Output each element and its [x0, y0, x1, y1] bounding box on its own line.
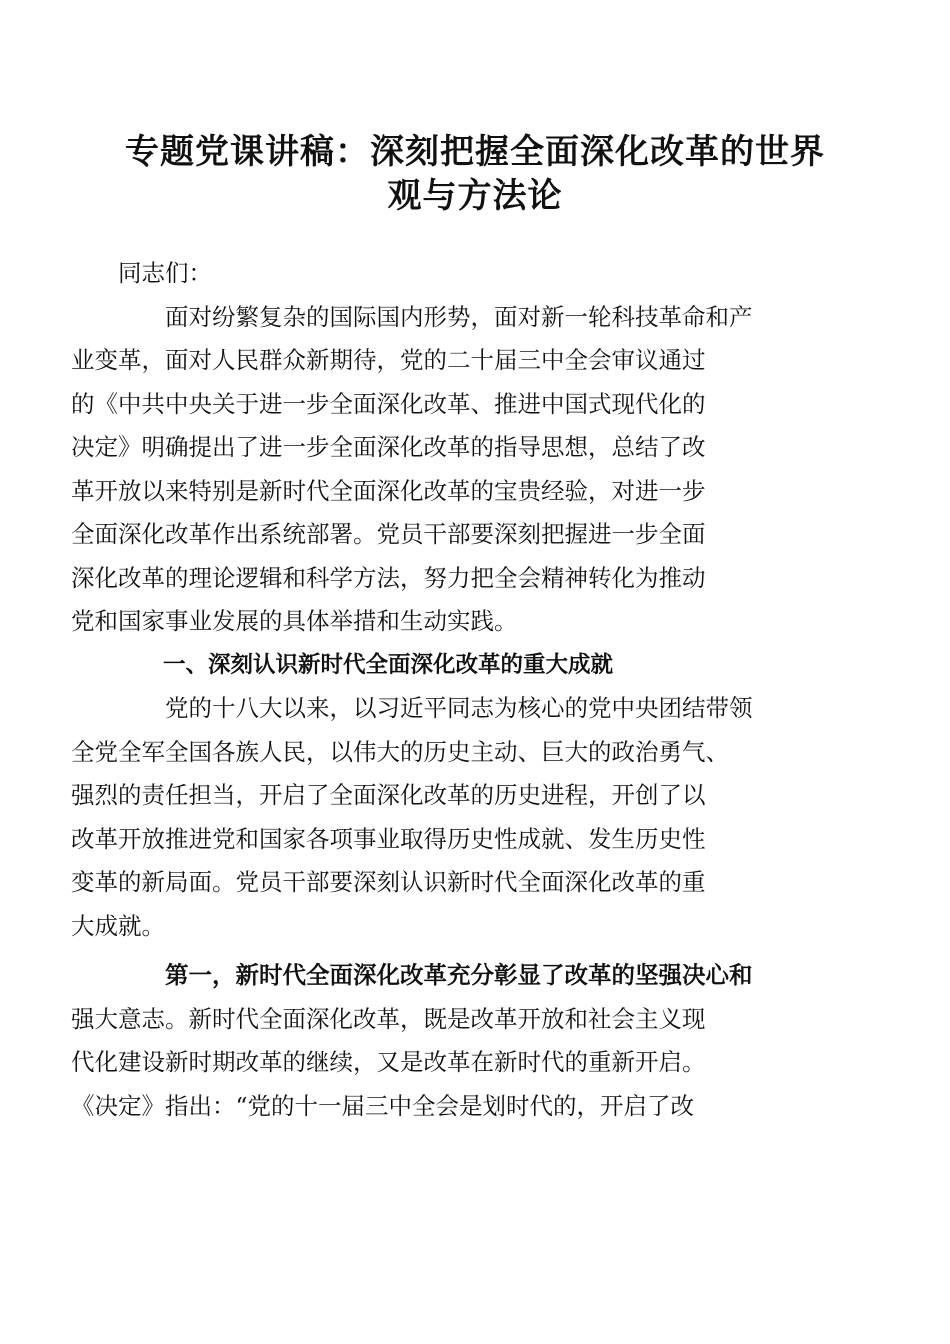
document-body	[71, 252, 838, 1128]
title-line-2: 观与方法论	[387, 176, 563, 216]
paragraph-line: 代化建设新时期改革的继续，又是改革在新时代的重新开启。	[71, 1048, 706, 1076]
paragraph-lead-sentence: 第一，新时代全面深化改革充分彰显了改革的坚强决心和	[165, 961, 753, 989]
document-title	[118, 130, 832, 218]
salutation: 同志们：	[118, 259, 212, 287]
paragraph-line: 变革的新局面。党员干部要深刻认识新时代全面深化改革的重	[71, 868, 706, 896]
paragraph-line: 业变革，面对人民群众新期待，党的二十届三中全会审议通过	[71, 346, 706, 374]
title-line-1: 专题党课讲稿：深刻把握全面深化改革的世界	[125, 132, 825, 172]
paragraph-line: 决定》明确提出了进一步全面深化改革的指导思想，总结了改	[71, 433, 706, 461]
paragraph-line: 《决定》指出：“党的十一届三中全会是划时代的，开启了改	[71, 1091, 695, 1120]
paragraph-line: 全党全军全国各族人民，以伟大的历史主动、巨大的政治勇气、	[71, 737, 729, 766]
paragraph-intro	[71, 296, 838, 644]
paragraph-line: 革开放以来特别是新时代全面深化改革的宝贵经验，对进一步	[71, 476, 706, 505]
paragraph-line: 改革开放推进党和国家各项事业取得历史性成就、发生历史性	[71, 824, 706, 853]
paragraph-line: 面对纷繁复杂的国际国内形势，面对新一轮科技革命和产	[165, 302, 753, 331]
paragraph-line: 全面深化改革作出系统部署。党员干部要深刻把握进一步全面	[71, 520, 706, 548]
paragraph-line: 大成就。	[71, 911, 165, 940]
paragraph-line: 的《中共中央关于进一步全面深化改革、推进中国式现代化的	[71, 389, 706, 418]
paragraph-first-point	[71, 954, 838, 1128]
paragraph-line: 党的十八大以来，以习近平同志为核心的党中央团结带领	[165, 694, 753, 722]
paragraph-line: 强大意志。新时代全面深化改革，既是改革开放和社会主义现	[71, 1004, 706, 1033]
paragraph-achievements	[71, 687, 838, 948]
paragraph-line: 强烈的责任担当，开启了全面深化改革的历史进程，开创了以	[71, 781, 706, 809]
paragraph-line: 党和国家事业发展的具体举措和生动实践。	[71, 607, 518, 635]
paragraph-line: 深化改革的理论逻辑和科学方法，努力把全会精神转化为推动	[71, 563, 706, 592]
section-heading-1: 一、深刻认识新时代全面深化改革的重大成就	[163, 651, 614, 678]
